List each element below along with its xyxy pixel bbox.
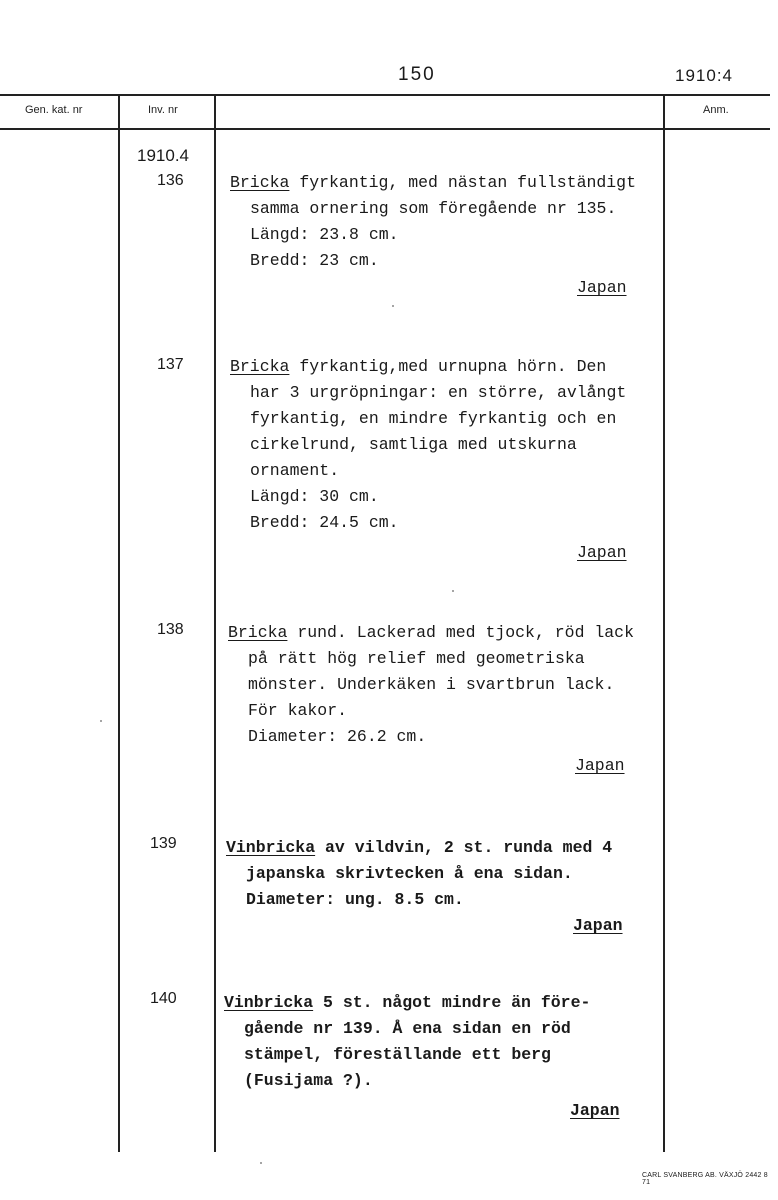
entry-origin: Japan xyxy=(575,756,625,775)
column-divider-gen-inv xyxy=(118,94,120,1152)
column-divider-inv-text xyxy=(214,94,216,1152)
entry-text-line: samma ornering som föregående nr 135. xyxy=(250,199,617,218)
column-header-anm: Anm. xyxy=(703,104,729,116)
entry-text-line: Bredd: 23 cm. xyxy=(250,251,379,270)
entry-description xyxy=(230,354,626,536)
entry-text-line: japanska skrivtecken å ena sidan. xyxy=(246,864,573,883)
entry-text-line: gående nr 139. Å ena sidan en röd xyxy=(244,1019,571,1038)
entry-origin: Japan xyxy=(570,1101,620,1120)
entry-origin: Japan xyxy=(577,543,627,562)
entry-text-line: fyrkantig, en mindre fyrkantig och en xyxy=(250,409,617,428)
header-bottom-rule xyxy=(0,128,770,130)
entry-text-line: på rätt hög relief med geometriska xyxy=(248,649,585,668)
entry-title: Bricka xyxy=(228,623,288,642)
inventory-number: 140 xyxy=(150,990,177,1007)
entry-title: Vinbricka xyxy=(226,838,316,857)
entry-title: Vinbricka xyxy=(224,993,314,1012)
scan-speck xyxy=(260,1162,262,1164)
column-header-gen-kat-nr: Gen. kat. nr xyxy=(25,104,83,116)
entry-origin: Japan xyxy=(573,916,623,935)
header-top-rule xyxy=(0,94,770,96)
entry-text-line: Bredd: 24.5 cm. xyxy=(250,513,399,532)
entry-description xyxy=(230,170,636,274)
inventory-number: 138 xyxy=(157,621,184,638)
entry-text-line: Längd: 23.8 cm. xyxy=(250,225,399,244)
entry-text-line: ornament. xyxy=(250,461,340,480)
entry-title: Bricka xyxy=(230,173,290,192)
entry-text-line: Diameter: ung. 8.5 cm. xyxy=(246,890,464,909)
entry-origin: Japan xyxy=(577,278,627,297)
printer-imprint: CARL SVANBERG AB. VÄXJÖ 2442 8 71 xyxy=(642,1172,768,1186)
inventory-number: 137 xyxy=(157,356,184,373)
entry-text-line: rund. Lackerad med tjock, röd lack xyxy=(287,623,634,642)
entry-description xyxy=(228,620,634,750)
entry-text-line: Längd: 30 cm. xyxy=(250,487,379,506)
entry-text-line: Diameter: 26.2 cm. xyxy=(248,727,427,746)
inventory-year: 1910.4 xyxy=(137,146,189,165)
column-header-inv-nr: Inv. nr xyxy=(148,104,178,116)
entry-description xyxy=(224,990,590,1094)
header-year-ref: 1910:4 xyxy=(675,66,733,85)
entry-text-line: mönster. Underkäken i svartbrun lack. xyxy=(248,675,615,694)
entry-text-line: För kakor. xyxy=(248,701,348,720)
scan-speck xyxy=(392,305,394,307)
entry-title: Bricka xyxy=(230,357,290,376)
entry-text-line: 5 st. något mindre än före- xyxy=(313,993,591,1012)
inventory-number: 139 xyxy=(150,835,177,852)
entry-description xyxy=(226,835,612,913)
column-divider-text-anm xyxy=(663,94,665,1152)
scan-speck xyxy=(100,720,102,722)
entry-text-line: stämpel, föreställande ett berg xyxy=(244,1045,551,1064)
entry-text-line: av vildvin, 2 st. runda med 4 xyxy=(315,838,613,857)
entry-text-line: fyrkantig,med urnupna hörn. Den xyxy=(289,357,607,376)
entry-text-line: (Fusijama ?). xyxy=(244,1071,373,1090)
entry-text-line: har 3 urgröpningar: en större, avlångt xyxy=(250,383,627,402)
scan-speck xyxy=(452,590,454,592)
entry-text-line: fyrkantig, med nästan fullständigt xyxy=(289,173,636,192)
page-number: 150 xyxy=(398,64,436,85)
inventory-number: 136 xyxy=(157,172,184,189)
entry-text-line: cirkelrund, samtliga med utskurna xyxy=(250,435,577,454)
